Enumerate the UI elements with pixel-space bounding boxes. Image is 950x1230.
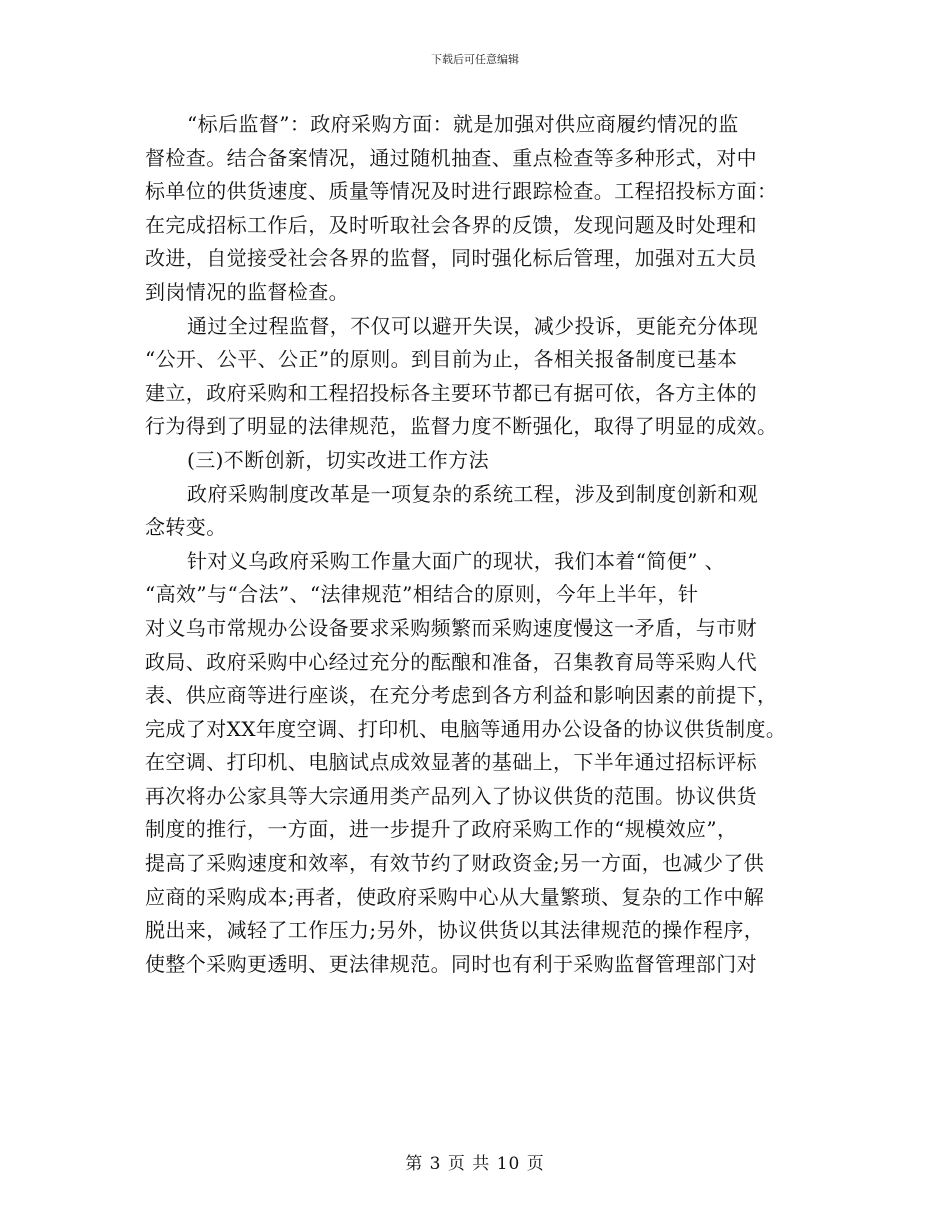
paragraph-line: 在完成招标工作后，及时听取社会各界的反馈，发现问题及时处理和	[145, 212, 757, 237]
paragraph-line: “公开、公平、公正”的原则。到目前为止，各相关报备制度已基本	[145, 347, 738, 372]
paragraph-line: 改进，自觉接受社会各界的监督，同时强化标后管理，加强对五大员	[145, 246, 757, 271]
paragraph-line: “高效”与“合法”、“法律规范”相结合的原则，今年上半年，针	[145, 582, 699, 607]
paragraph-line: 在空调、打印机、电脑试点成效显著的基础上，下半年通过招标评标	[145, 750, 757, 775]
paragraph-line: 到岗情况的监督检查。	[145, 279, 349, 304]
paragraph-line: 建立，政府采购和工程招投标各主要环节都已有据可依，各方主体的	[145, 380, 757, 405]
paragraph-line: 通过全过程监督，不仅可以避开失误，减少投诉，更能充分体现	[187, 313, 759, 338]
section-heading: (三)不断创新，切实改进工作方法	[187, 447, 490, 472]
paragraph-line: 脱出来，减轻了工作压力;另外，协议供货以其法律规范的操作程序，	[145, 918, 765, 943]
paragraph-line: 针对义乌政府采购工作量大面广的现状，我们本着“简便” 、	[187, 548, 726, 573]
paragraph-line: 提高了采购速度和效率，有效节约了财政资金;另一方面，也减少了供	[145, 851, 765, 876]
paragraph-line: 政府采购制度改革是一项复杂的系统工程，涉及到制度创新和观	[187, 481, 759, 506]
paragraph-line: 完成了对XX年度空调、打印机、电脑等通用办公设备的协议供货制度。	[145, 716, 787, 741]
paragraph-line: 标单位的供货速度、质量等情况及时进行跟踪检查。工程招投标方面：	[145, 179, 778, 204]
paragraph-line: 再次将办公家具等大宗通用类产品列入了协议供货的范围。协议供货	[145, 783, 757, 808]
page-number-footer: 第 3 页 共 10 页	[405, 1154, 545, 1174]
paragraph-line: 督检查。结合备案情况，通过随机抽查、重点检查等多种形式，对中	[145, 145, 757, 170]
paragraph-line: 行为得到了明显的法律规范，监督力度不断强化，取得了明显的成效。	[145, 414, 778, 439]
page-header: 下载后可任意编辑	[431, 53, 519, 66]
paragraph-line: 表、供应商等进行座谈，在充分考虑到各方利益和影响因素的前提下，	[145, 683, 778, 708]
paragraph-line: “标后监督”：政府采购方面：就是加强对供应商履约情况的监	[187, 112, 739, 136]
paragraph-line: 使整个采购更透明、更法律规范。同时也有利于采购监督管理部门对	[145, 951, 757, 976]
paragraph-line: 应商的采购成本;再者，使政府采购中心从大量繁琐、复杂的工作中解	[145, 884, 765, 909]
paragraph-line: 政局、政府采购中心经过充分的酝酿和准备，召集教育局等采购人代	[145, 649, 757, 674]
document-body	[145, 108, 805, 981]
paragraph-line: 念转变。	[145, 515, 227, 540]
paragraph-line: 制度的推行，一方面，进一步提升了政府采购工作的“规模效应”，	[145, 817, 738, 842]
paragraph-line: 对义乌市常规办公设备要求采购频繁而采购速度慢这一矛盾，与市财	[145, 615, 757, 640]
